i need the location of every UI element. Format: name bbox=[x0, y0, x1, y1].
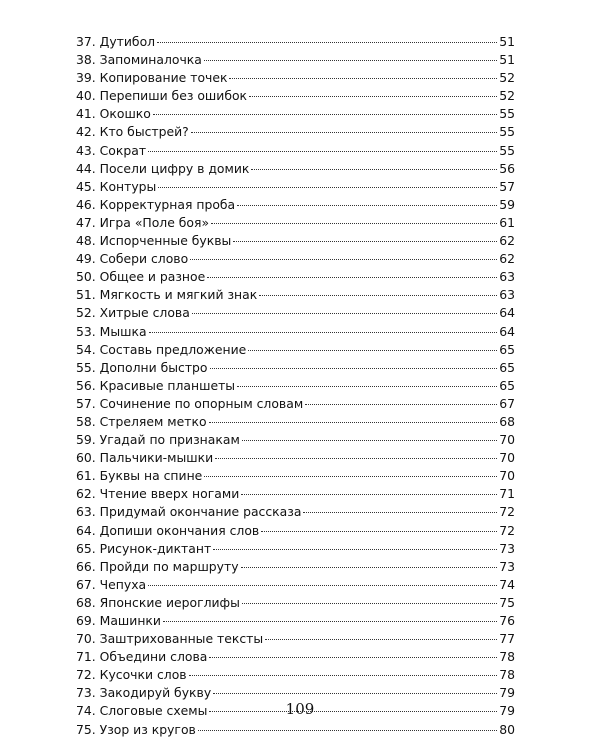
toc-entry-title: 43. Сократ bbox=[76, 142, 147, 158]
toc-entry-page: 79 bbox=[499, 703, 515, 719]
toc-entry-title: 58. Стреляем метко bbox=[76, 413, 207, 429]
toc-entry-title: 67. Чепуха bbox=[76, 576, 147, 592]
toc-entry-page: 77 bbox=[499, 631, 515, 647]
dot-leader bbox=[303, 512, 497, 513]
dot-leader bbox=[249, 96, 497, 97]
toc-entry-page: 52 bbox=[499, 88, 515, 104]
toc-entry bbox=[76, 540, 515, 558]
dot-leader bbox=[153, 114, 497, 115]
dot-leader bbox=[242, 440, 497, 441]
dot-leader bbox=[191, 132, 497, 133]
toc-entry bbox=[76, 232, 515, 250]
dot-leader bbox=[204, 476, 497, 477]
toc-entry-page: 51 bbox=[499, 34, 515, 49]
toc-entry-title: 65. Рисунок-диктант bbox=[76, 540, 212, 556]
toc-entry-title: 66. Пройди по маршруту bbox=[76, 558, 239, 574]
toc-entry-page: 71 bbox=[499, 486, 515, 502]
toc-entry-page: 63 bbox=[499, 287, 515, 303]
toc-entry-page: 64 bbox=[499, 323, 515, 339]
toc-entry bbox=[76, 467, 515, 485]
dot-leader bbox=[261, 531, 497, 532]
toc-entry bbox=[76, 341, 515, 359]
toc-entry bbox=[76, 178, 515, 196]
toc-entry-title: 52. Хитрые слова bbox=[76, 305, 190, 321]
toc-entry-title: 42. Кто быстрей? bbox=[76, 124, 189, 140]
dot-leader bbox=[207, 277, 497, 278]
toc-entry-page: 62 bbox=[499, 233, 515, 249]
toc-entry-title: 64. Допиши окончания слов bbox=[76, 522, 260, 538]
dot-leader bbox=[163, 621, 497, 622]
toc-entry-title: 63. Придумай окончание рассказа bbox=[76, 504, 302, 520]
dot-leader bbox=[158, 187, 497, 188]
toc-entry-title: 59. Угадай по признакам bbox=[76, 432, 240, 448]
dot-leader bbox=[148, 585, 497, 586]
toc-entry-title: 38. Запоминалочка bbox=[76, 52, 202, 68]
toc-entry-title: 62. Чтение вверх ногами bbox=[76, 486, 240, 502]
toc-entry-title: 72. Кусочки слов bbox=[76, 667, 187, 683]
toc-entry-page: 73 bbox=[499, 540, 515, 556]
toc-entry-title: 68. Японские иероглифы bbox=[76, 594, 240, 610]
toc-entry-title: 48. Испорченные буквы bbox=[76, 233, 232, 249]
toc-entry-page: 72 bbox=[499, 504, 515, 520]
toc-entry bbox=[76, 558, 515, 576]
toc-entry bbox=[76, 142, 515, 160]
toc-entry-title: 74. Слоговые схемы bbox=[76, 703, 208, 719]
toc-entry-title: 44. Посели цифру в домик bbox=[76, 160, 250, 176]
toc-entry-page: 70 bbox=[499, 468, 515, 484]
toc-entry-title: 71. Объедини слова bbox=[76, 649, 208, 665]
toc-entry-page: 65 bbox=[499, 377, 515, 393]
toc-entry-page: 67 bbox=[499, 395, 515, 411]
dot-leader bbox=[148, 151, 497, 152]
dot-leader bbox=[233, 241, 497, 242]
toc-entry-title: 70. Заштрихованные тексты bbox=[76, 631, 264, 647]
toc-entry bbox=[76, 214, 515, 232]
dot-leader bbox=[210, 368, 498, 369]
toc-entry-page: 64 bbox=[499, 305, 515, 321]
toc-entry bbox=[76, 395, 515, 413]
toc-entry-title: 60. Пальчики-мышки bbox=[76, 450, 214, 466]
toc-entry-page: 78 bbox=[499, 667, 515, 683]
dot-leader bbox=[198, 730, 497, 731]
toc-entry-page: 56 bbox=[499, 160, 515, 176]
toc-entry-page: 63 bbox=[499, 269, 515, 285]
toc-entry-title: 61. Буквы на спине bbox=[76, 468, 203, 484]
dot-leader bbox=[213, 693, 497, 694]
toc-entry bbox=[76, 196, 515, 214]
dot-leader bbox=[265, 639, 497, 640]
toc-entry-title: 46. Корректурная проба bbox=[76, 196, 236, 212]
dot-leader bbox=[157, 42, 497, 43]
toc-entry-title: 49. Собери слово bbox=[76, 251, 189, 267]
toc-entry bbox=[76, 449, 515, 467]
dot-leader bbox=[189, 675, 497, 676]
toc-entry bbox=[76, 648, 515, 666]
toc-entry-title: 50. Общее и разное bbox=[76, 269, 206, 285]
toc-entry-title: 75. Узор из кругов bbox=[76, 721, 196, 737]
toc-entry bbox=[76, 377, 515, 395]
dot-leader bbox=[204, 60, 497, 61]
dot-leader bbox=[215, 458, 497, 459]
toc-entry bbox=[76, 105, 515, 123]
toc-entry-page: 73 bbox=[499, 558, 515, 574]
toc-entry bbox=[76, 594, 515, 612]
toc-entry-page: 70 bbox=[499, 432, 515, 448]
toc-entry-page: 62 bbox=[499, 251, 515, 267]
toc-entry-title: 41. Окошко bbox=[76, 106, 151, 122]
dot-leader bbox=[248, 350, 497, 351]
toc-entry-page: 55 bbox=[499, 142, 515, 158]
dot-leader bbox=[209, 422, 497, 423]
toc-entry-title: 53. Мышка bbox=[76, 323, 147, 339]
toc-entry-page: 79 bbox=[499, 685, 515, 701]
dot-leader bbox=[237, 205, 497, 206]
toc-entry bbox=[76, 485, 515, 503]
toc-entry bbox=[76, 431, 515, 449]
toc-entry-title: 69. Машинки bbox=[76, 613, 161, 628]
toc-entry-page: 78 bbox=[499, 649, 515, 665]
toc-entry bbox=[76, 630, 515, 648]
dot-leader bbox=[242, 603, 497, 604]
toc-entry-page: 74 bbox=[499, 576, 515, 592]
toc-entry bbox=[76, 268, 515, 286]
dot-leader bbox=[209, 657, 497, 658]
toc-entry-title: 51. Мягкость и мягкий знак bbox=[76, 287, 258, 303]
toc-entry bbox=[76, 250, 515, 268]
toc-entry-page: 80 bbox=[499, 721, 515, 737]
page-number: 109 bbox=[285, 700, 315, 718]
toc-entry bbox=[76, 51, 515, 69]
toc-entry bbox=[76, 413, 515, 431]
toc-entry-title: 73. Закодируй букву bbox=[76, 685, 212, 701]
dot-leader bbox=[149, 332, 497, 333]
dot-leader bbox=[251, 169, 497, 170]
toc-entry bbox=[76, 123, 515, 141]
dot-leader bbox=[211, 223, 497, 224]
toc-entry-page: 65 bbox=[499, 359, 515, 375]
toc-entry bbox=[76, 69, 515, 87]
toc-entry-title: 45. Контуры bbox=[76, 178, 157, 194]
toc-entry-page: 76 bbox=[499, 613, 515, 628]
dot-leader bbox=[241, 567, 497, 568]
toc-entry-page: 75 bbox=[499, 594, 515, 610]
toc-entry-title: 37. Дутибол bbox=[76, 34, 156, 49]
toc-entry-page: 65 bbox=[499, 341, 515, 357]
toc-entry bbox=[76, 721, 515, 739]
toc-entry-page: 52 bbox=[499, 70, 515, 86]
dot-leader bbox=[305, 404, 497, 405]
toc-entry-page: 51 bbox=[499, 52, 515, 68]
dot-leader bbox=[241, 494, 497, 495]
dot-leader bbox=[190, 259, 497, 260]
toc-entry bbox=[76, 359, 515, 377]
toc-entry bbox=[76, 612, 515, 630]
table-of-contents bbox=[76, 33, 515, 739]
toc-entry-page: 68 bbox=[499, 413, 515, 429]
toc-entry-page: 72 bbox=[499, 522, 515, 538]
toc-entry bbox=[76, 323, 515, 341]
toc-entry-page: 61 bbox=[499, 214, 515, 230]
dot-leader bbox=[237, 386, 497, 387]
toc-entry bbox=[76, 666, 515, 684]
toc-entry-title: 57. Сочинение по опорным словам bbox=[76, 395, 304, 411]
toc-entry-title: 55. Дополни быстро bbox=[76, 359, 208, 375]
toc-entry bbox=[76, 160, 515, 178]
dot-leader bbox=[213, 549, 497, 550]
toc-entry bbox=[76, 87, 515, 105]
dot-leader bbox=[192, 313, 497, 314]
toc-entry-title: 39. Копирование точек bbox=[76, 70, 228, 86]
toc-entry-title: 40. Перепиши без ошибок bbox=[76, 88, 248, 104]
toc-entry bbox=[76, 286, 515, 304]
toc-entry-page: 70 bbox=[499, 450, 515, 466]
dot-leader bbox=[229, 78, 497, 79]
toc-entry bbox=[76, 33, 515, 51]
toc-entry-page: 55 bbox=[499, 106, 515, 122]
dot-leader bbox=[259, 295, 497, 296]
toc-entry-page: 57 bbox=[499, 178, 515, 194]
toc-entry-page: 59 bbox=[499, 196, 515, 212]
toc-entry-title: 56. Красивые планшеты bbox=[76, 377, 236, 393]
toc-entry bbox=[76, 522, 515, 540]
toc-entry-page: 55 bbox=[499, 124, 515, 140]
toc-entry bbox=[76, 576, 515, 594]
toc-entry bbox=[76, 304, 515, 322]
toc-entry-title: 47. Игра «Поле боя» bbox=[76, 214, 210, 230]
toc-entry-title: 54. Составь предложение bbox=[76, 341, 247, 357]
toc-entry bbox=[76, 503, 515, 521]
